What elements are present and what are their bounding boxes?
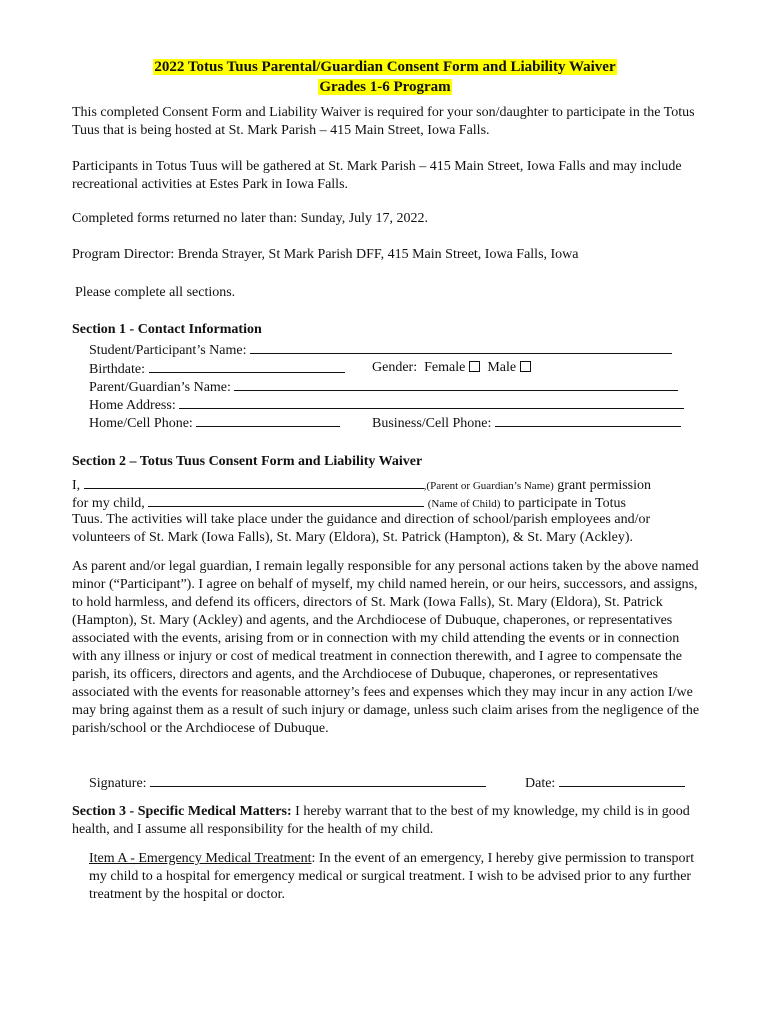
home-phone-field[interactable]: [196, 413, 340, 427]
home-address-row: [89, 395, 684, 415]
male-checkbox[interactable]: [520, 361, 531, 372]
consent-line-1: [72, 475, 651, 495]
signature-label: Signature:: [89, 776, 147, 791]
birthdate-row: [89, 359, 345, 379]
child-name-field[interactable]: [148, 493, 424, 507]
activities-text: Tuus. The activities will take place under the guidance and direction of school/parish employees and/or volunteers of St. Mark (Iowa Falls), St. Mary (Eldora), St. Patrick (Hampton), & St. Mary (Ackley).: [72, 512, 651, 545]
section-1-heading: Section 1 - Contact Information: [72, 322, 262, 337]
date-field[interactable]: [559, 773, 685, 787]
female-label: Female: [424, 360, 466, 375]
grant-permission-text: grant permission: [557, 478, 652, 493]
signature-row: [89, 773, 486, 793]
child-name-hint: (Name of Child): [427, 498, 501, 510]
consent-line-2: [72, 493, 626, 513]
intro-paragraph-1: This completed Consent Form and Liability Waiver is required for your son/daughter to participate in the Totus Tuus that is being hosted at St. Mark Parish – 415 Main Street, Iowa Falls.: [72, 105, 695, 138]
female-checkbox[interactable]: [469, 361, 480, 372]
form-title: 2022 Totus Tuus Parental/Guardian Consent Form and Liability Waiver: [154, 59, 616, 75]
business-phone-field[interactable]: [495, 413, 681, 427]
form-subtitle: Grades 1-6 Program: [319, 79, 451, 95]
section-3-paragraph: [72, 803, 698, 839]
male-label: Male: [487, 360, 517, 375]
intro-paragraph-2: Participants in Totus Tuus will be gathered at St. Mark Parish – 415 Main Street, Iowa Falls and may include recreational activities at Estes Park in Iowa Falls.: [72, 159, 682, 192]
section-2-heading: Section 2 – Totus Tuus Consent Form and Liability Waiver: [72, 454, 423, 469]
home-phone-label: Home/Cell Phone:: [89, 416, 193, 431]
birthdate-field[interactable]: [149, 359, 345, 373]
parent-guardian-hint: ,(Parent or Guardian’s Name): [423, 480, 554, 492]
date-label: Date:: [525, 776, 556, 791]
item-a-text: : In the event of an emergency, I hereby give permission to transport my child to a hospital for emergency medical or surgical treatment. I wish to be advised prior to any further treatment by the hospital or doctor.: [89, 851, 695, 902]
student-name-field[interactable]: [250, 340, 672, 354]
parent-name-field[interactable]: [234, 377, 678, 391]
gender-row: [372, 359, 531, 377]
deadline-text: Completed forms returned no later than: Sunday, July 17, 2022.: [72, 211, 429, 226]
home-address-field[interactable]: [179, 395, 684, 409]
gender-label: Gender:: [372, 360, 418, 375]
parent-name-row: [89, 377, 678, 397]
for-my-child-text: for my child,: [72, 496, 145, 511]
section-3-text: I hereby warrant that to the best of my knowledge, my child is in good health, and I assume all responsibility for the health of my child.: [72, 804, 690, 837]
liability-waiver-text: As parent and/or legal guardian, I remain legally responsible for any personal actions taken by the above named minor (“Participant”). I agree on behalf of myself, my child named herein, or our heirs, successors, and assigns, to hold harmless, and defend its officers, directors of St. Mark (Iowa Falls), St. Mary (Eldora), St. Patrick (Hampton), St. Mary (Ackley) and agents, and the Archdiocese of Dubuque, chaperones, or representatives associated with the events, arising from or in connection with my child attending the events or in connection with any illness or injury or cost of medical treatment in connection therewith, and I agree to compensate the parish, its officers, directors and agents, and the Archdiocese of Dubuque, chaperones, or representatives associated with the events for reasonable attorney’s fees and expenses which they may incur in any action I/we may bring against them as a result of such injury or damage, unless such claim arises from the negligence of the parish/school or the Archdiocese of Dubuque.: [72, 559, 700, 736]
section-3-heading: Section 3 - Specific Medical Matters:: [72, 804, 292, 819]
date-row: [525, 773, 685, 793]
business-phone-row: [372, 413, 681, 433]
i-label: I,: [72, 478, 81, 493]
home-address-label: Home Address:: [89, 398, 176, 413]
parent-name-label: Parent/Guardian’s Name:: [89, 380, 231, 395]
student-name-row: [89, 340, 672, 360]
home-phone-row: [89, 413, 340, 433]
birthdate-label: Birthdate:: [89, 362, 145, 377]
item-a-paragraph: [89, 850, 697, 904]
participate-text: to participate in Totus: [503, 496, 626, 511]
student-name-label: Student/Participant’s Name:: [89, 343, 247, 358]
item-a-heading: Item A - Emergency Medical Treatment: [89, 851, 312, 866]
parent-guardian-name-field[interactable]: [84, 475, 424, 489]
signature-field[interactable]: [150, 773, 486, 787]
business-phone-label: Business/Cell Phone:: [372, 416, 492, 431]
instructions-text: Please complete all sections.: [75, 285, 236, 300]
program-director-text: Program Director: Brenda Strayer, St Mark Parish DFF, 415 Main Street, Iowa Falls, Iowa: [72, 247, 579, 262]
